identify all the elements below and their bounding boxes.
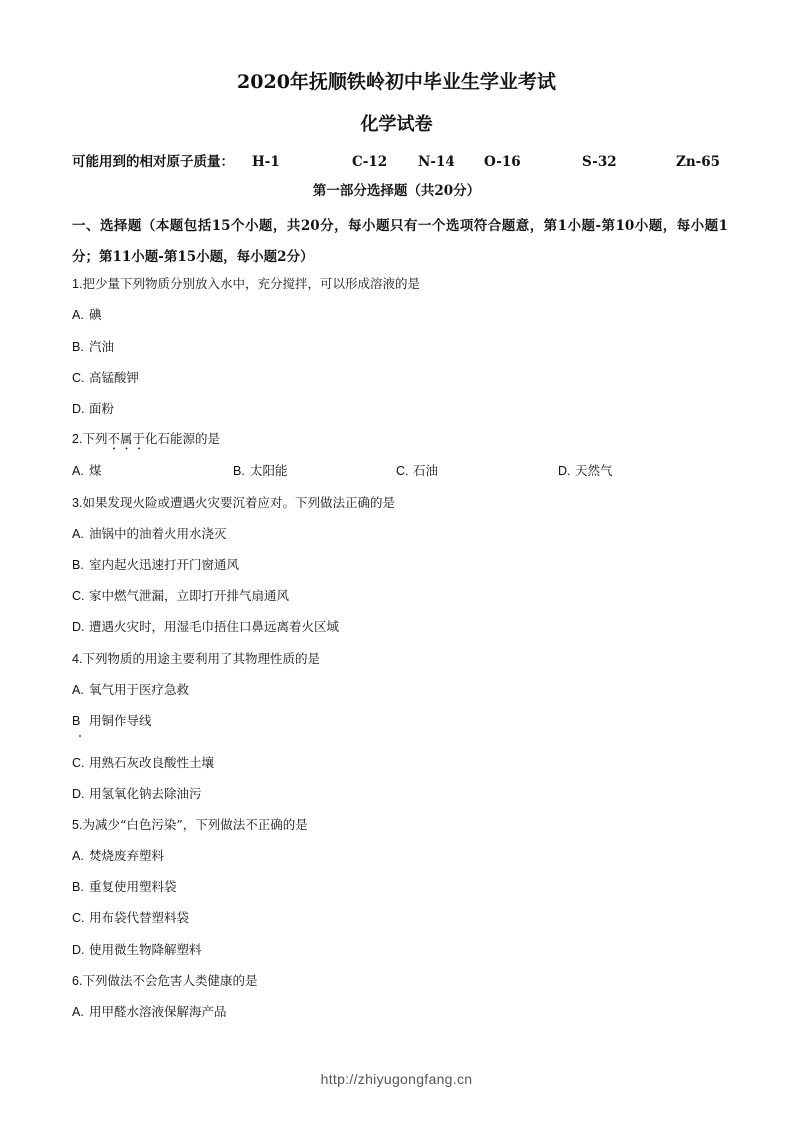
question-2: 2.下列不属于化石能源的是 (72, 431, 220, 446)
atomic-mass-h: H-1 (252, 154, 280, 170)
atomic-mass-c: C-12 (352, 154, 388, 170)
atomic-mass-o: O-16 (484, 154, 521, 170)
part-one-title: 第一部分选择题（共20分） (312, 183, 481, 199)
q6-option-a: A. 用甲醛水溶液保解海产品 (72, 1004, 227, 1019)
q1-option-d: D. 面粉 (72, 401, 115, 416)
question-1 (72, 275, 420, 293)
question-stem: 把少量下列物质分别放入水中，充分搅拌，可以形成溶液的是 (82, 276, 420, 291)
exam-subtitle: 化学试卷 (360, 114, 433, 135)
q4-option-a: A. 氧气用于医疗急救 (72, 682, 190, 697)
stray-mark (79, 735, 81, 737)
atomic-mass-zn: Zn-65 (676, 154, 721, 170)
question-3: 3.如果发现火险或遭遇火灾要沉着应对。下列做法正确的是 (72, 495, 395, 510)
q4-option-c: C. 用熟石灰改良酸性土壤 (72, 755, 215, 770)
q1-option-c: C. 高锰酸钾 (72, 370, 140, 385)
atomic-mass-s: S-32 (582, 154, 617, 170)
atomic-mass-n: N-14 (418, 154, 455, 170)
q2-option-a: A. 煤 (72, 463, 102, 478)
q2-option-b: B. 太阳能 (233, 463, 288, 478)
q2-option-d: D. 天然气 (558, 463, 613, 478)
question-number: 1. (72, 277, 83, 291)
q3-option-d: D. 遭遇火灾时，用湿毛巾捂住口鼻远离着火区域 (72, 619, 340, 634)
q3-option-b: B. 室内起火迅速打开门窗通风 (72, 557, 240, 572)
section-instruction: 一、选择题（本题包括15个小题，共20分，每小题只有一个选项符合题意，第1小题-第10小题，每小题1分；第11小题-第15小题，每小题2分） (72, 218, 728, 265)
exam-title: 2020年抚顺铁岭初中毕业生学业考试 (237, 71, 556, 93)
q5-option-b: B. 重复使用塑料袋 (72, 879, 177, 894)
q1-option-b: B. 汽油 (72, 339, 115, 354)
q4-option-d: D. 用氢氧化钠去除油污 (72, 786, 202, 801)
q5-option-a: A. 焚烧废弃塑料 (72, 848, 165, 863)
q3-option-a: A. 油锅中的油着火用水浇灭 (72, 526, 227, 541)
question-6: 6.下列做法不会危害人类健康的是 (72, 973, 258, 988)
q3-option-c: C. 家中燃气泄漏，立即打开排气扇通风 (72, 588, 290, 603)
emphasis-not-belong: 不属于 (107, 431, 145, 446)
atomic-masses-label: 可能用到的相对原子质量： (72, 154, 234, 170)
q2-option-c: C. 石油 (396, 463, 439, 478)
q4-option-b: B 用铜作导线 (72, 713, 152, 728)
question-4: 4.下列物质的用途主要利用了其物理性质的是 (72, 651, 320, 666)
q5-option-c: C. 用布袋代替塑料袋 (72, 910, 190, 925)
q1-option-a: A. 碘 (72, 307, 102, 322)
question-5: 5.为减少“白色污染”，下列做法不正确的是 (72, 817, 308, 832)
atomic-masses-line (72, 152, 732, 172)
q5-option-d: D. 使用微生物降解塑料 (72, 942, 202, 957)
footer-url[interactable]: http://zhiyugongfang.cn (320, 1071, 473, 1087)
